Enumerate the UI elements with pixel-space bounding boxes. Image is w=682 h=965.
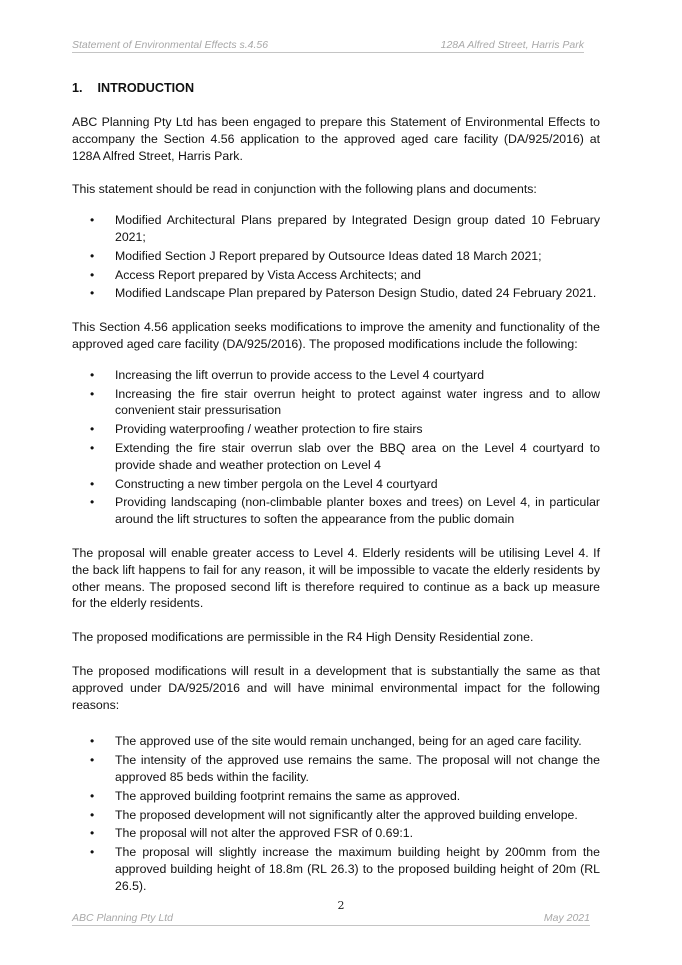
- bullet-icon: •: [90, 807, 95, 822]
- page-content: [72, 80, 600, 911]
- bullet-icon: •: [90, 476, 95, 491]
- list-item: • Providing landscaping (non-climbable planter boxes and trees) on Level 4, in particular around the lift structures to soften the appearance from the public domain: [90, 495, 600, 527]
- bullet-icon: •: [90, 845, 95, 860]
- list-item: • The intensity of the approved use remains the same. The proposal will not change the approved 85 beds within the facility.: [90, 753, 600, 784]
- list-item: • The approved use of the site would remain unchanged, being for an aged care facility.: [90, 734, 582, 749]
- bullet-icon: •: [90, 753, 95, 768]
- bullet-icon: •: [90, 422, 95, 437]
- header-document-title: Statement of Environmental Effects s.4.56: [72, 39, 269, 51]
- reasons-list: [72, 733, 600, 894]
- list-item: • Extending the fire stair overrun slab over the BBQ area on the Level 4 courtyard to provide shade and weather protection on Level 4: [90, 440, 600, 472]
- bullet-icon: •: [90, 788, 95, 803]
- list-item: • Modified Section J Report prepared by Outsource Ideas dated 18 March 2021;: [90, 248, 542, 263]
- bullet-icon: •: [90, 213, 95, 228]
- documents-list: [72, 212, 600, 302]
- section-title: INTRODUCTION: [97, 81, 195, 95]
- zoning-paragraph: The proposed modifications are permissible in the R4 High Density Residential zone.: [72, 630, 534, 645]
- section-heading: [72, 80, 600, 96]
- section-number: 1.: [72, 81, 83, 95]
- list-item: • The approved building footprint remains the same as approved.: [90, 788, 461, 803]
- list-item: • The proposal will slightly increase the maximum building height by 200mm from the approved building height of 18.8m (RL 26.3) to the proposed building height of 20m (RL 26.5).: [90, 845, 600, 893]
- list-item: • The proposal will not alter the approved FSR of 0.69:1.: [90, 826, 414, 841]
- bullet-icon: •: [90, 826, 95, 841]
- footer-date: May 2021: [543, 912, 590, 924]
- bullet-icon: •: [90, 440, 95, 455]
- footer-company: ABC Planning Pty Ltd: [72, 912, 173, 924]
- page-header: [72, 39, 584, 53]
- list-item: • Constructing a new timber pergola on the Level 4 courtyard: [90, 476, 438, 491]
- bullet-icon: •: [90, 734, 95, 749]
- bullet-icon: •: [90, 495, 95, 510]
- lift-access-paragraph: The proposal will enable greater access to Level 4. Elderly residents will be utilising Level 4. If the back lift happens to fail for any reason, it will be impossible to vacate the elderly residents by other means. The proposed second lift is therefore required to continue as a back up measure for the elderly residents.: [72, 545, 600, 611]
- bullet-icon: •: [90, 386, 95, 401]
- bullet-icon: •: [90, 267, 95, 282]
- list-item: • Increasing the fire stair overrun height to protect against water ingress and to allow convenient stair pressurisation: [90, 386, 600, 418]
- header-site-address: 128A Alfred Street, Harris Park: [440, 39, 584, 51]
- page-footer: [72, 912, 590, 926]
- bullet-icon: •: [90, 367, 95, 382]
- modifications-list: [72, 367, 600, 528]
- modifications-intro-paragraph: This Section 4.56 application seeks modifications to improve the amenity and functionality of the approved aged care facility (DA/925/2016). The proposed modifications include the following:: [72, 320, 600, 351]
- list-item: • Modified Architectural Plans prepared by Integrated Design group dated 10 February 2021;: [90, 213, 600, 244]
- list-item: • Increasing the lift overrun to provide access to the Level 4 courtyard: [90, 367, 485, 382]
- documents-intro-paragraph: This statement should be read in conjunction with the following plans and documents:: [72, 182, 537, 197]
- reasons-intro-paragraph: The proposed modifications will result in a development that is substantially the same as that approved under DA/925/2016 and will have minimal environmental impact for the following reasons:: [72, 663, 600, 712]
- list-item: • Providing waterproofing / weather protection to fire stairs: [90, 422, 423, 437]
- list-item: • The proposed development will not significantly alter the approved building envelope.: [90, 807, 578, 822]
- bullet-icon: •: [90, 248, 95, 263]
- list-item: • Modified Landscape Plan prepared by Paterson Design Studio, dated 24 February 2021.: [90, 286, 597, 301]
- bullet-icon: •: [90, 286, 95, 301]
- intro-paragraph: ABC Planning Pty Ltd has been engaged to prepare this Statement of Environmental Effects to accompany the Section 4.56 application to the approved aged care facility (DA/925/2016) at 128A Alfred Street, Harris Park.: [72, 115, 600, 163]
- page-number: 2: [337, 899, 345, 912]
- list-item: • Access Report prepared by Vista Access Architects; and: [90, 267, 421, 282]
